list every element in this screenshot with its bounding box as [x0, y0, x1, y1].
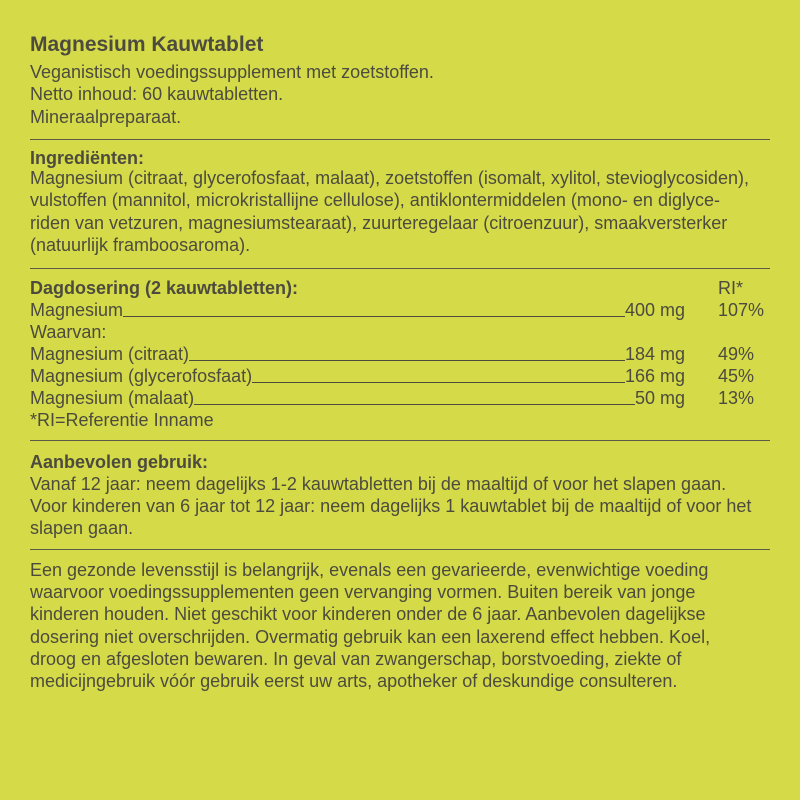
- usage-heading: Aanbevolen gebruik:: [30, 452, 209, 472]
- usage-line: slapen gaan.: [30, 518, 134, 538]
- dosage-row: [30, 343, 770, 365]
- usage-line: Voor kinderen van 6 jaar tot 12 jaar: neem dagelijks 1 kauwtablet bij de maaltijd of voor het: [30, 496, 752, 516]
- warning-line: Een gezonde levensstijl is belangrijk, evenals een gevarieerde, evenwichtige voeding: [30, 560, 709, 580]
- ingredients-text: [30, 167, 770, 256]
- dosage-leader-line: [252, 382, 625, 383]
- ingredients-line: Magnesium (citraat, glycerofosfaat, malaat), zoetstoffen (isomalt, xylitol, stevioglycosiden),: [30, 168, 749, 188]
- warnings-text: [30, 559, 770, 692]
- section-divider: [30, 440, 770, 441]
- product-intro: [30, 61, 770, 128]
- product-title: Magnesium Kauwtablet: [30, 33, 264, 56]
- dosage-amount: 166 mg: [624, 366, 685, 386]
- intro-line: Netto inhoud: 60 kauwtabletten.: [30, 84, 284, 105]
- dosage-leader-line: [123, 316, 625, 317]
- ingredients-line: (natuurlijk framboosaroma).: [30, 234, 251, 255]
- intro-line: Mineraalpreparaat.: [30, 106, 182, 127]
- dosage-footnote: *RI=Referentie Inname: [30, 410, 214, 430]
- dosage-label: Magnesium (citraat): [30, 344, 190, 364]
- dosage-amount: 184 mg: [624, 344, 685, 364]
- dosage-heading: Dagdosering (2 kauwtabletten):: [30, 278, 299, 298]
- warning-line: droog en afgesloten bewaren. In geval van zwangerschap, borstvoeding, ziekte of: [30, 648, 682, 669]
- usage-line: Vanaf 12 jaar: neem dagelijks 1-2 kauwtabletten bij de maaltijd of voor het slapen gaan.: [30, 474, 727, 494]
- breakdown-label: [30, 321, 770, 343]
- dosage-row: [30, 299, 770, 321]
- dosage-ri: 107%: [718, 300, 765, 320]
- ingredients-line: riden van vetzuren, magnesiumstearaat), zuurteregelaar (citroenzuur), smaakversterker: [30, 212, 728, 233]
- dosage-label: Magnesium (malaat): [30, 388, 195, 408]
- dosage-header-row: [30, 277, 770, 299]
- intro-line: Veganistisch voedingssupplement met zoetstoffen.: [30, 62, 434, 82]
- dosage-amount: 400 mg: [624, 300, 685, 320]
- section-divider: [30, 268, 770, 269]
- dosage-footnote-row: [30, 409, 770, 431]
- dosage-row: [30, 387, 770, 409]
- dosage-amount: 50 mg: [634, 388, 685, 408]
- dosage-ri: 13%: [718, 388, 755, 408]
- warning-line: medicijngebruik vóór gebruik eerst uw arts, apotheker of deskundige consulteren.: [30, 671, 678, 692]
- dosage-label: Magnesium (glycerofosfaat): [30, 366, 253, 386]
- ingredients-line: vulstoffen (mannitol, microkristallijne cellulose), antiklontermiddelen (mono- en diglyce-: [30, 190, 720, 211]
- dosage-table: [30, 277, 770, 431]
- usage-section: [30, 451, 770, 539]
- dosage-row: [30, 365, 770, 387]
- dosage-ri: 45%: [718, 366, 755, 386]
- warning-line: waarvoor voedingssupplementen geen vervanging vormen. Buiten bereik van jonge: [30, 582, 696, 603]
- dosage-leader-line: [189, 360, 625, 361]
- section-divider: [30, 549, 770, 550]
- warning-line: dosering niet overschrijden. Overmatig gebruik kan een laxerend effect hebben. Koel,: [30, 626, 711, 647]
- warning-line: kinderen houden. Niet geschikt voor kinderen onder de 6 jaar. Aanbevolen dagelijkse: [30, 604, 706, 625]
- section-divider: [30, 139, 770, 140]
- breakdown-label-text: Waarvan:: [30, 322, 107, 342]
- dosage-label: Magnesium: [30, 300, 124, 320]
- ingredients-heading: Ingrediënten:: [30, 148, 145, 168]
- ri-header: RI*: [718, 278, 744, 298]
- dosage-ri: 49%: [718, 344, 755, 364]
- dosage-leader-line: [194, 404, 635, 405]
